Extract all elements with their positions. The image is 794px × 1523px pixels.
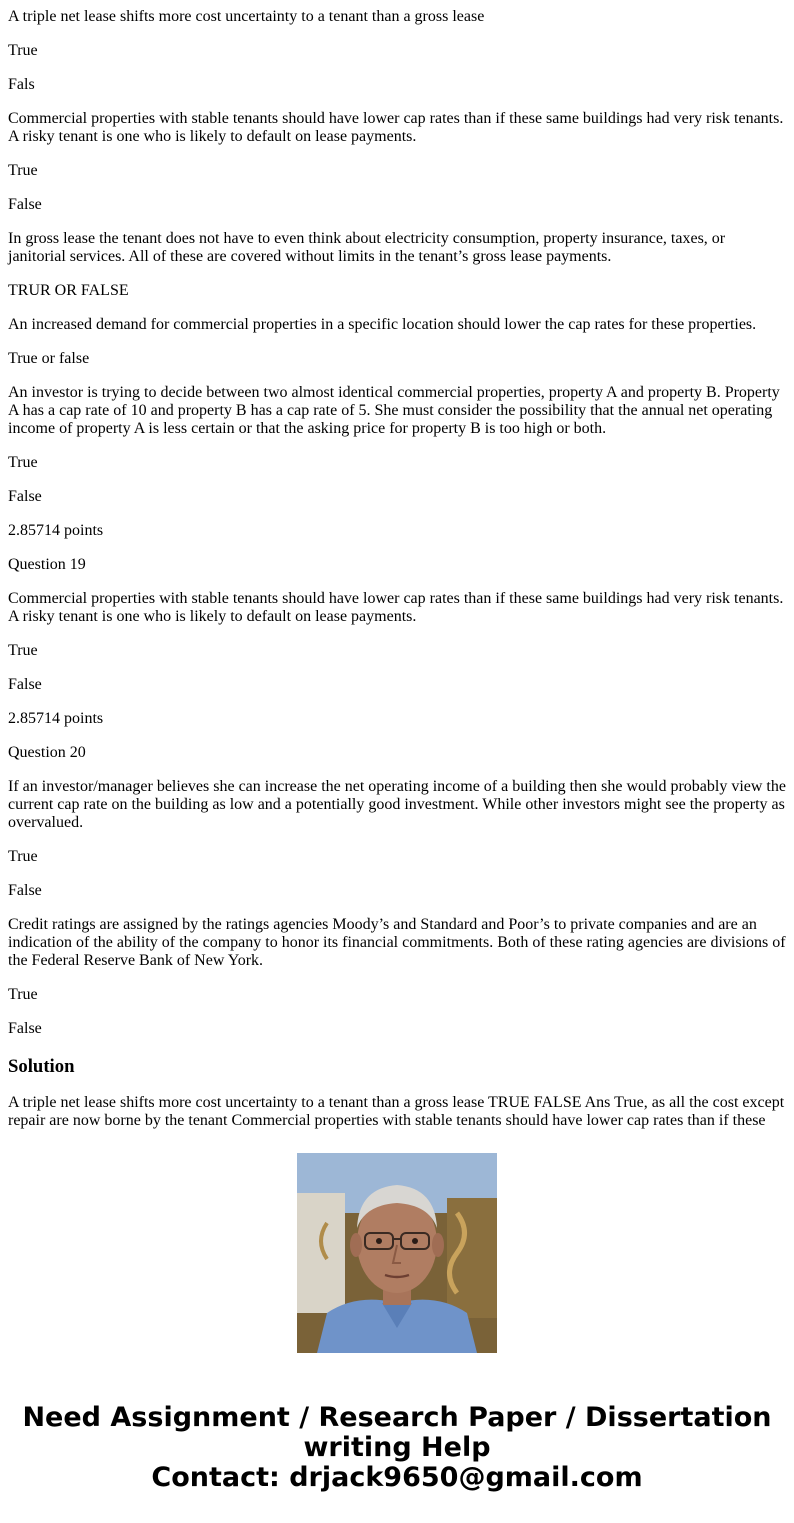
- question-number: Question 19: [8, 556, 86, 573]
- answer-option: True: [8, 986, 38, 1003]
- promo-section: [0, 1153, 794, 1493]
- answer-option: Fals: [8, 76, 35, 93]
- promo-text: [0, 1403, 794, 1493]
- question-text: Credit ratings are assigned by the ratings agencies Moody’s and Standard and Poor’s to private companies and are an indication of the ability of the company to honor its financial commitments. Both of these rating agencies are divisions of the Federal Reserve Bank of New York.: [8, 916, 786, 969]
- question-text: An increased demand for commercial properties in a specific location should lower the cap rates for these properties.: [8, 316, 757, 333]
- answer-option: False: [8, 196, 42, 213]
- answer-option: False: [8, 488, 42, 505]
- answer-option: TRUR OR FALSE: [8, 282, 129, 299]
- promo-line-1: Need Assignment / Research Paper / Dissertation: [22, 1402, 772, 1433]
- answer-option: True: [8, 162, 38, 179]
- question-number: Question 20: [8, 744, 86, 761]
- question-text: Commercial properties with stable tenants should have lower cap rates than if these same buildings had very risk tenants. A risky tenant is one who is likely to default on lease payments.: [8, 590, 784, 625]
- answer-option: True: [8, 454, 38, 471]
- promo-contact[interactable]: Contact: drjack9650@gmail.com: [151, 1462, 643, 1493]
- author-photo-illustration: [297, 1153, 497, 1353]
- question-text: In gross lease the tenant does not have to even think about electricity consumption, property insurance, taxes, or janitorial services. All of these are covered without limits in the tenant’s gross lease payments.: [8, 230, 726, 265]
- question-text: A triple net lease shifts more cost uncertainty to a tenant than a gross lease: [8, 8, 485, 25]
- author-avatar: [297, 1153, 497, 1353]
- document-body: [8, 8, 786, 1129]
- solution-text: A triple net lease shifts more cost uncertainty to a tenant than a gross lease TRUE FALSE Ans True, as all the cost except repair are now borne by the tenant Commercial properties with stable tenants should have lower cap rates than if these: [8, 1094, 785, 1129]
- points-label: 2.85714 points: [8, 710, 104, 727]
- answer-option: True: [8, 642, 38, 659]
- answer-option: True: [8, 848, 38, 865]
- answer-option: True: [8, 42, 38, 59]
- promo-line-2: writing Help: [303, 1432, 491, 1463]
- answer-option: False: [8, 882, 42, 899]
- solution-preview: [8, 1094, 786, 1129]
- question-text: An investor is trying to decide between two almost identical commercial properties, property A and property B. Property A has a cap rate of 10 and property B has a cap rate of 5. She must consider the possibility that the annual net operating income of property A is less certain or that the asking price for property B is too high or both.: [8, 384, 780, 437]
- answer-option: False: [8, 676, 42, 693]
- points-label: 2.85714 points: [8, 522, 104, 539]
- question-text: Commercial properties with stable tenants should have lower cap rates than if these same buildings had very risk tenants. A risky tenant is one who is likely to default on lease payments.: [8, 110, 784, 145]
- question-text: If an investor/manager believes she can increase the net operating income of a building then she would probably view the current cap rate on the building as low and a potentially good investment. While other investors might see the property as overvalued.: [8, 778, 786, 831]
- answer-option: False: [8, 1020, 42, 1037]
- answer-option: True or false: [8, 350, 90, 367]
- solution-heading: Solution: [8, 1056, 75, 1077]
